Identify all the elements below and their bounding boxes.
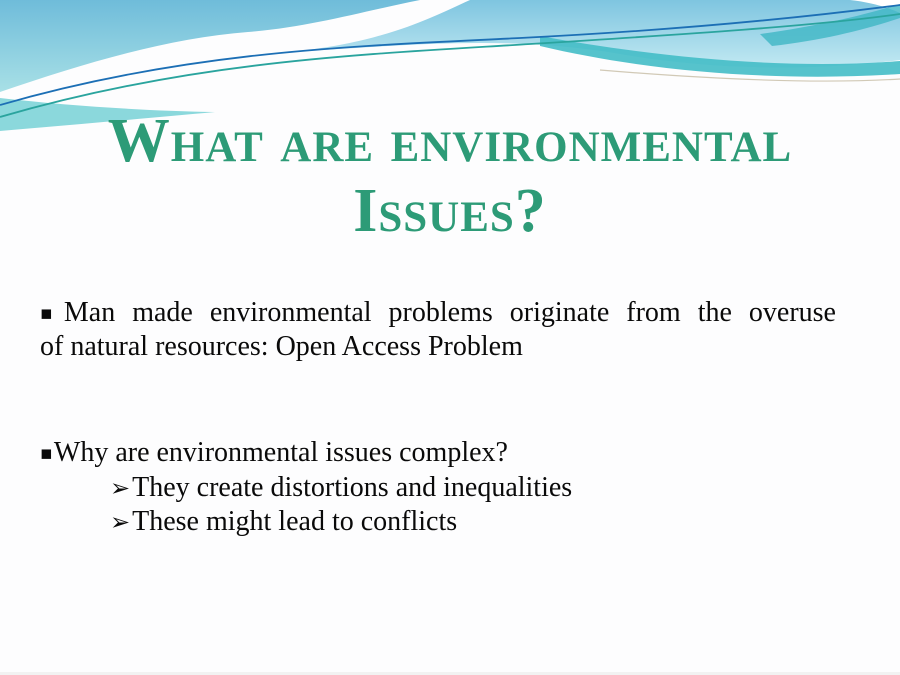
square-bullet-icon: ▪ [40,302,63,324]
bullet2-text: Why are environmental issues complex? [53,437,508,468]
arrow-bullet-icon: ➢ [110,508,131,536]
bullet1-line2: of natural resources: Open Access Problem [40,331,523,362]
sub-bullet-2 [40,505,836,539]
slide-body [40,296,836,539]
square-bullet-icon: ▪ [40,442,53,464]
slide-title-line1: What are environmental [107,106,793,175]
sub-bullet-1-text: They create distortions and inequalities [132,472,573,503]
bullet1-line1 [40,296,836,330]
arrow-bullet-icon: ➢ [110,474,131,502]
sub-bullet-2-text: These might lead to conflicts [132,506,458,537]
bullet-paragraph-1 [40,296,836,364]
bullet2-line [40,436,836,470]
slide-title [0,106,900,246]
sub-bullet-1 [40,471,836,505]
bullet-paragraph-2 [40,436,836,539]
slide-title-line2: Issues? [353,176,547,245]
sub-bullet-list [40,471,836,539]
bullet1-text-line1: Man made environmental problems originate from the overuse [63,297,836,328]
